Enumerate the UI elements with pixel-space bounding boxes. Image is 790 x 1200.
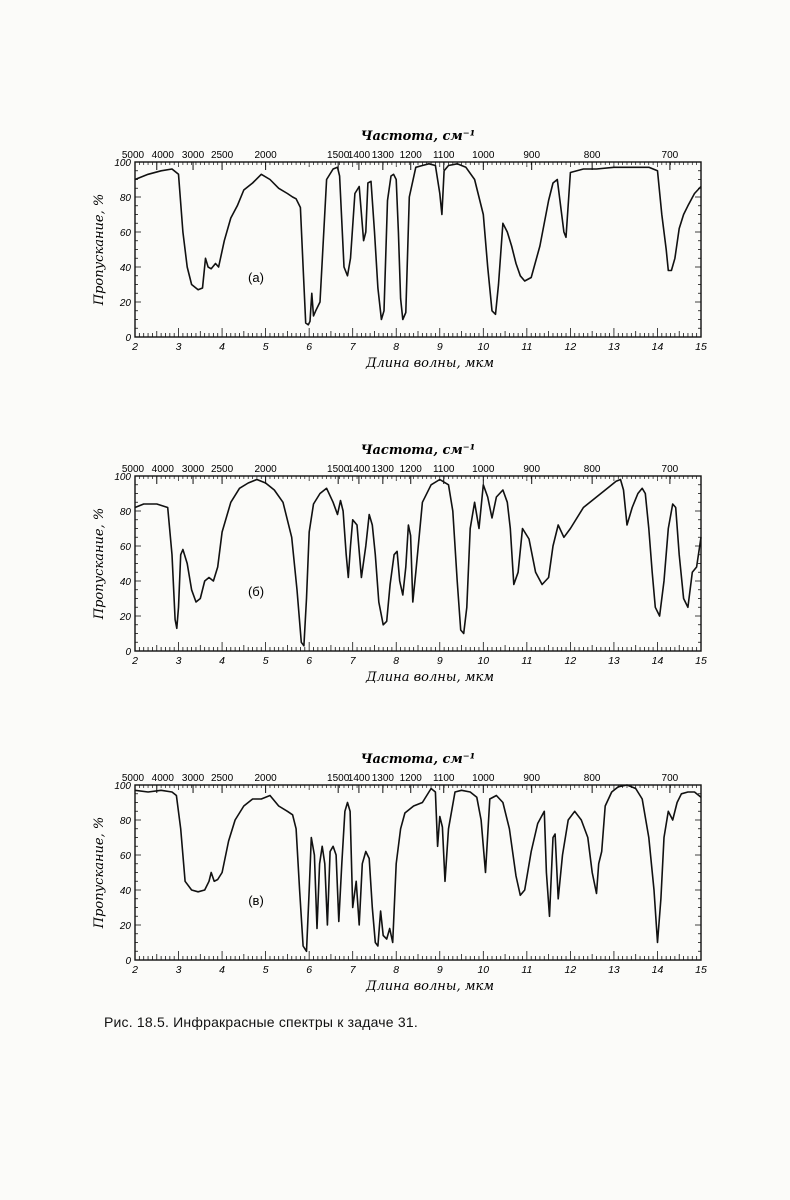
spectrum-chart-a: [0, 120, 790, 371]
x-tick-label: 15: [695, 964, 707, 976]
x-tick-label: 7: [349, 341, 356, 353]
top-tick-label: 700: [661, 464, 679, 475]
x-axis-label: Длина волны, мкм: [365, 979, 495, 994]
top-tick-label: 2500: [210, 464, 234, 475]
plot-frame: [135, 162, 701, 337]
x-tick-label: 11: [521, 655, 533, 667]
panel-label: (в): [248, 893, 264, 908]
y-tick-label: 0: [125, 956, 131, 967]
spectrum-chart-c: [0, 743, 790, 994]
x-tick-label: 12: [564, 655, 577, 667]
spectrum-line: [135, 480, 701, 646]
plot-frame: [135, 785, 701, 960]
x-tick-label: 6: [306, 964, 313, 976]
x-tick-label: 15: [695, 655, 707, 667]
x-tick-label: 7: [349, 964, 356, 976]
top-tick-label: 2000: [254, 150, 277, 161]
x-tick-label: 10: [477, 341, 490, 353]
x-tick-label: 12: [564, 341, 577, 353]
x-tick-label: 13: [608, 341, 620, 353]
y-tick-label: 0: [125, 333, 131, 344]
top-tick-label: 1500: [327, 150, 350, 161]
panel-label: (б): [247, 584, 265, 599]
top-tick-label: 800: [583, 464, 601, 475]
spectrum-line: [135, 164, 701, 325]
x-tick-label: 2: [132, 964, 138, 976]
top-tick-label: 800: [583, 773, 601, 784]
top-tick-label: 1300: [371, 150, 394, 161]
top-tick-label: 2500: [210, 150, 234, 161]
chart-title: Частота, см⁻¹: [360, 443, 476, 458]
top-tick-label: 1400: [347, 150, 371, 161]
y-tick-label: 40: [119, 263, 131, 274]
top-tick-label: 5000: [121, 773, 145, 784]
top-tick-label: 2500: [210, 773, 234, 784]
x-tick-label: 13: [608, 964, 620, 976]
top-tick-label: 700: [661, 150, 679, 161]
top-tick-label: 5000: [121, 150, 145, 161]
top-tick-label: 4000: [151, 150, 174, 161]
x-tick-label: 9: [436, 964, 443, 976]
y-tick-label: 40: [119, 577, 131, 588]
x-tick-label: 5: [262, 341, 269, 353]
top-tick-label: 3000: [181, 773, 205, 784]
top-tick-label: 1400: [347, 464, 371, 475]
x-tick-label: 9: [436, 341, 443, 353]
x-tick-label: 13: [608, 655, 620, 667]
top-tick-label: 900: [523, 773, 541, 784]
y-tick-label: 20: [119, 921, 131, 932]
x-tick-label: 14: [651, 655, 664, 667]
y-tick-label: 40: [119, 886, 131, 897]
y-axis-label: Пропускание, %: [92, 816, 107, 929]
y-tick-label: 80: [119, 193, 131, 204]
x-axis-label: Длина волны, мкм: [365, 670, 495, 685]
y-tick-label: 100: [114, 781, 131, 792]
x-tick-label: 11: [521, 964, 533, 976]
top-tick-label: 1000: [472, 464, 495, 475]
x-tick-label: 14: [651, 341, 664, 353]
x-tick-label: 14: [651, 964, 664, 976]
x-tick-label: 6: [306, 341, 313, 353]
y-tick-label: 60: [119, 228, 131, 239]
x-tick-label: 4: [219, 341, 225, 353]
top-tick-label: 800: [583, 150, 601, 161]
panel-label: (а): [248, 270, 264, 285]
top-tick-label: 3000: [181, 150, 205, 161]
x-tick-label: 3: [175, 964, 182, 976]
top-tick-label: 2000: [254, 773, 277, 784]
y-tick-label: 60: [119, 851, 131, 862]
top-tick-label: 1100: [432, 773, 455, 784]
x-tick-label: 4: [219, 655, 225, 667]
x-tick-label: 11: [521, 341, 533, 353]
top-tick-label: 1200: [399, 150, 422, 161]
x-tick-label: 10: [477, 964, 490, 976]
y-tick-label: 100: [114, 472, 131, 483]
y-tick-label: 20: [119, 612, 131, 623]
x-tick-label: 12: [564, 964, 577, 976]
y-tick-label: 0: [125, 647, 131, 658]
top-tick-label: 1200: [399, 464, 422, 475]
y-axis-label: Пропускание, %: [92, 507, 107, 620]
x-tick-label: 6: [306, 655, 313, 667]
top-tick-label: 4000: [151, 773, 174, 784]
x-tick-label: 2: [132, 341, 138, 353]
x-tick-label: 2: [132, 655, 138, 667]
x-tick-label: 8: [393, 964, 400, 976]
x-tick-label: 5: [262, 655, 269, 667]
top-tick-label: 1200: [399, 773, 422, 784]
x-tick-label: 7: [349, 655, 356, 667]
plot-frame: [135, 476, 701, 651]
y-axis-label: Пропускание, %: [92, 193, 107, 306]
x-tick-label: 10: [477, 655, 490, 667]
x-tick-label: 3: [175, 341, 182, 353]
top-tick-label: 3000: [181, 464, 205, 475]
top-tick-label: 1500: [327, 464, 350, 475]
top-tick-label: 1300: [371, 773, 394, 784]
spectrum-chart-b: [0, 434, 790, 685]
top-tick-label: 1100: [432, 464, 455, 475]
top-tick-label: 1500: [327, 773, 350, 784]
top-tick-label: 900: [523, 150, 541, 161]
x-tick-label: 4: [219, 964, 225, 976]
top-tick-label: 4000: [151, 464, 174, 475]
y-tick-label: 100: [114, 158, 131, 169]
top-tick-label: 1400: [347, 773, 371, 784]
x-tick-label: 15: [695, 341, 707, 353]
top-tick-label: 1300: [371, 464, 394, 475]
top-tick-label: 1100: [432, 150, 455, 161]
y-tick-label: 80: [119, 816, 131, 827]
figure-caption: Рис. 18.5. Инфракрасные спектры к задаче 31.: [104, 1014, 418, 1030]
top-tick-label: 1000: [472, 150, 495, 161]
top-tick-label: 1000: [472, 773, 495, 784]
spectrum-line: [135, 785, 701, 951]
top-tick-label: 700: [661, 773, 679, 784]
top-tick-label: 5000: [121, 464, 145, 475]
x-tick-label: 3: [175, 655, 182, 667]
y-tick-label: 60: [119, 542, 131, 553]
x-tick-label: 8: [393, 341, 400, 353]
y-tick-label: 80: [119, 507, 131, 518]
x-axis-label: Длина волны, мкм: [365, 356, 495, 371]
chart-title: Частота, см⁻¹: [360, 752, 476, 767]
chart-title: Частота, см⁻¹: [360, 129, 476, 144]
top-tick-label: 900: [523, 464, 541, 475]
y-tick-label: 20: [119, 298, 131, 309]
x-tick-label: 5: [262, 964, 269, 976]
x-tick-label: 9: [436, 655, 443, 667]
top-tick-label: 2000: [254, 464, 277, 475]
x-tick-label: 8: [393, 655, 400, 667]
